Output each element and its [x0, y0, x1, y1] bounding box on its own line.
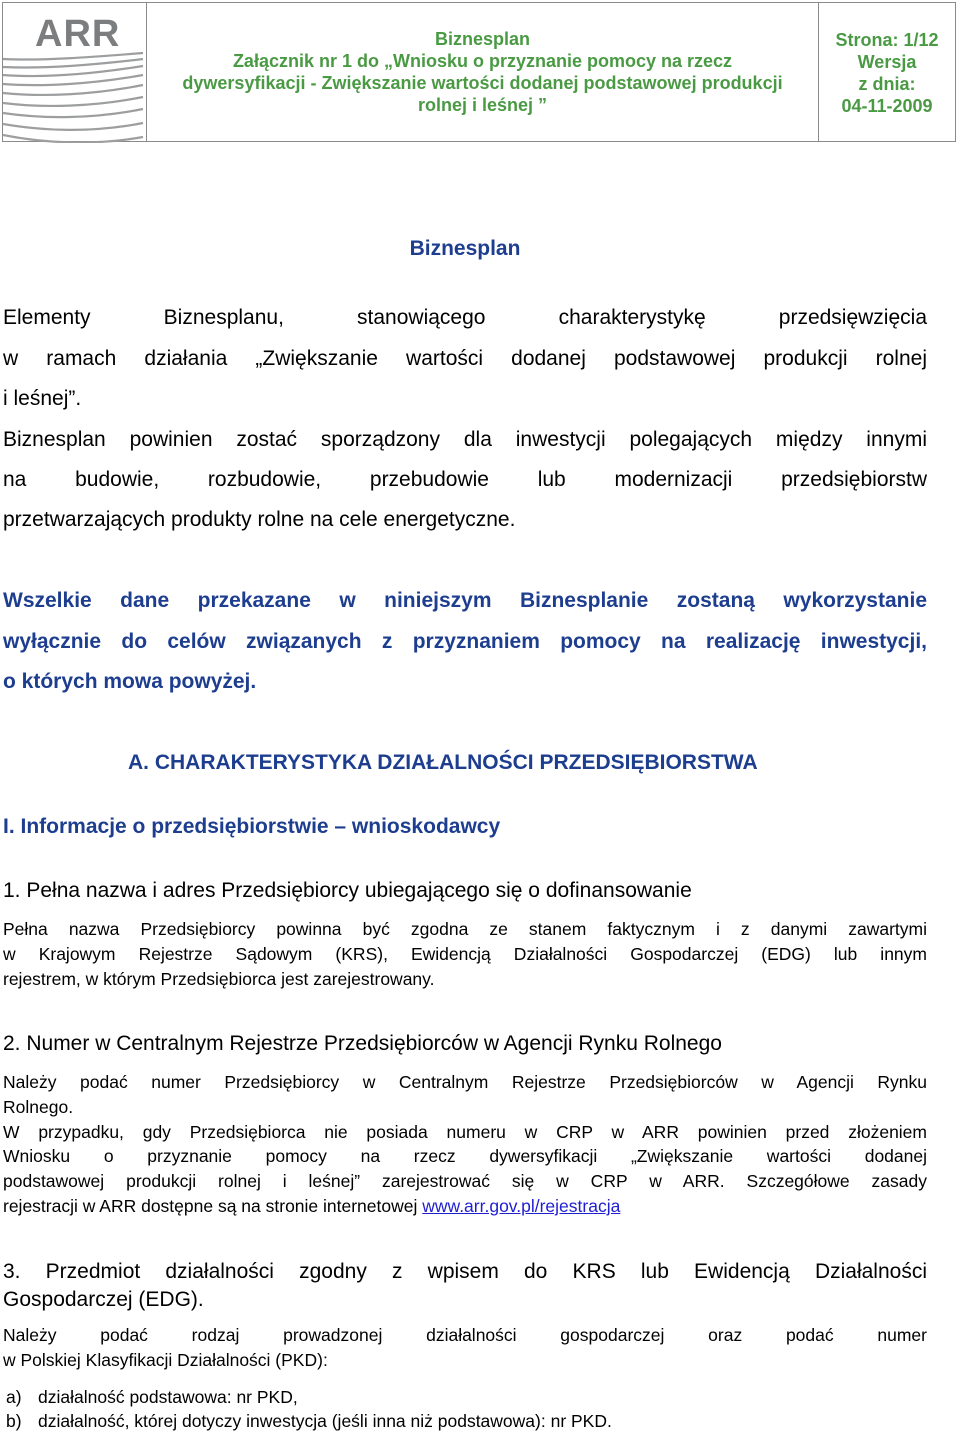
date-label: z dnia: — [858, 74, 916, 94]
item2-heading: 2. Numer w Centralnym Rejestrze Przedsiębiorców w Agencji Rynku Rolnego — [3, 1032, 722, 1055]
item2-line: podstawowej produkcji rolnej i leśnej” zarejestrować się w CRP w ARR. Szczegółowe zasady — [3, 1171, 927, 1191]
logo-text: ARR — [35, 13, 121, 55]
list-marker: b) — [6, 1411, 22, 1431]
item2-line: Rolnego. — [3, 1097, 74, 1117]
list-item — [6, 1411, 612, 1432]
intro-line: Elementy Biznesplanu, stanowiącego charakterystykę przedsięwzięcia — [3, 306, 927, 329]
item2-line-prefix: rejestracji w ARR dostępne są na stronie internetowej — [3, 1196, 423, 1216]
intro-line: Biznesplan powinien zostać sporządzony dla inwestycji polegających między innymi — [3, 428, 927, 451]
item2-line: Należy podać numer Przedsiębiorcy w Centralnym Rejestrze Przedsiębiorców w Agencji Rynku — [3, 1072, 927, 1092]
item2-line: W przypadku, gdy Przedsiębiorca nie posiada numeru w CRP w ARR powinien przed złożeniem — [3, 1122, 927, 1142]
item2-line: Wniosku o przyznanie pomocy na rzecz dywersyfikacji „Zwiększanie wartości dodanej — [3, 1146, 927, 1166]
item1-line: rejestrem, w którym Przedsiębiorca jest zarejestrowany. — [3, 969, 435, 989]
item1-heading: 1. Pełna nazwa i adres Przedsiębiorcy ubiegającego się o dofinansowanie — [3, 879, 692, 902]
registration-link[interactable]: www.arr.gov.pl/rejestracja — [422, 1196, 621, 1216]
list-text: działalność, której dotyczy inwestycja (jeśli inna niż podstawowa): nr PKD. — [38, 1411, 612, 1431]
notice-line: o których mowa powyżej. — [3, 670, 257, 693]
list-text: działalność podstawowa: nr PKD, — [38, 1387, 298, 1407]
page-title: Biznesplan — [409, 237, 521, 260]
header-title-line: Załącznik nr 1 do „Wniosku o przyznanie pomocy na rzecz — [232, 51, 733, 71]
version-date: 04-11-2009 — [841, 96, 933, 116]
header-title-line: rolnej i leśnej ” — [417, 95, 548, 115]
version-label: Wersja — [857, 52, 917, 72]
notice-line: wyłącznie do celów związanych z przyznaniem pomocy na realizację inwestycji, — [3, 630, 927, 653]
notice-line: Wszelkie dane przekazane w niniejszym Biznesplanie zostaną wykorzystanie — [3, 589, 927, 612]
item3-heading: Gospodarczej (EDG). — [3, 1288, 204, 1311]
section-i-heading: I. Informacje o przedsiębiorstwie – wnioskodawcy — [3, 815, 501, 838]
intro-line: i leśnej”. — [3, 387, 82, 410]
header-meta — [819, 3, 955, 141]
list-marker: a) — [6, 1387, 22, 1407]
header-title-line: dywersyfikacji - Zwiększanie wartości dodanej podstawowej produkcji — [182, 73, 783, 93]
item3-line: Należy podać rodzaj prowadzonej działalności gospodarczej oraz podać numer — [3, 1325, 927, 1345]
item1-line: Pełna nazwa Przedsiębiorcy powinna być zgodna ze stanem faktycznym i z danymi zawartymi — [3, 919, 927, 939]
arr-logo — [3, 3, 147, 141]
intro-line: przetwarzających produkty rolne na cele energetyczne. — [3, 508, 516, 531]
page-number: Strona: 1/12 — [835, 30, 939, 50]
item1-line: w Krajowym Rejestrze Sądowym (KRS), Ewidencją Działalności Gospodarczej (EDG) lub innym — [3, 944, 927, 964]
item3-line: w Polskiej Klasyfikacji Działalności (PKD): — [3, 1350, 328, 1370]
header-title — [147, 3, 819, 141]
intro-line: na budowie, rozbudowie, przebudowie lub modernizacji przedsiębiorstw — [3, 468, 927, 491]
header-title-line: Biznesplan — [434, 29, 531, 49]
item2-last-line — [3, 1196, 620, 1217]
logo-lines-graphic — [3, 51, 145, 143]
section-a-heading: A. CHARAKTERYSTYKA DZIAŁALNOŚCI PRZEDSIĘBIORSTWA — [128, 751, 758, 774]
list-item — [6, 1387, 298, 1408]
intro-line: w ramach działania „Zwiększanie wartości dodanej podstawowej produkcji rolnej — [3, 347, 927, 370]
document-header — [2, 2, 956, 142]
item3-heading: 3. Przedmiot działalności zgodny z wpisem do KRS lub Ewidencją Działalności — [3, 1260, 927, 1283]
